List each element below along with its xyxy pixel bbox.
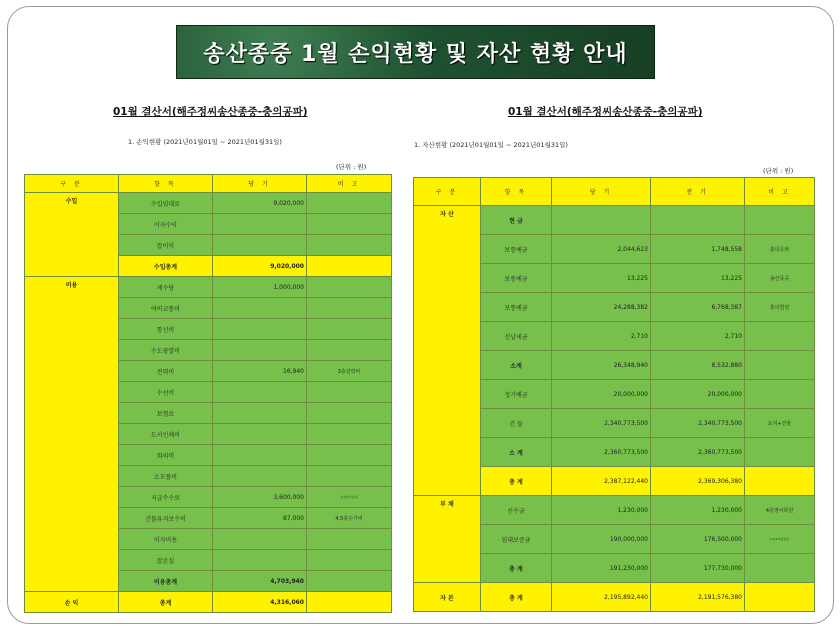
table-row	[25, 277, 392, 298]
row-note	[307, 571, 392, 592]
row-current	[552, 206, 651, 235]
row-note	[745, 380, 815, 409]
row-note	[307, 382, 392, 403]
row-item: 건물유지보수비	[119, 508, 213, 529]
row-item: 선납세금	[481, 322, 552, 351]
row-item: 총계	[119, 592, 213, 613]
left-section-subtitle: 1. 손익현황 (2021년01월01일 ~ 2021년01월31일)	[128, 138, 282, 146]
row-current	[213, 382, 307, 403]
row-current: 1,000,000	[213, 277, 307, 298]
row-item: 잡이익	[119, 235, 213, 256]
right-unit-label: (단위 : 원)	[763, 167, 794, 175]
row-previous: 177,730,000	[651, 554, 745, 583]
row-item: 총 계	[481, 583, 552, 612]
row-item: 이자수익	[119, 214, 213, 235]
row-current	[213, 466, 307, 487]
row-item: 선수금	[481, 496, 552, 525]
row-item: 총 계	[481, 554, 552, 583]
right-section-title: 01월 결산서(해주정씨송산종중-충의공파)	[508, 106, 703, 118]
row-item: 현 금	[481, 206, 552, 235]
row-note	[307, 235, 392, 256]
row-note	[745, 351, 815, 380]
row-item: 도서인쇄비	[119, 424, 213, 445]
left-section-title: 01월 결산서(해주정씨송산종중-충의공파)	[113, 106, 308, 118]
row-note	[745, 554, 815, 583]
row-item: 통신비	[119, 319, 213, 340]
header-note: 비 고	[745, 178, 815, 206]
row-note: 송산종중	[745, 264, 815, 293]
row-current	[213, 403, 307, 424]
header-item: 항 목	[481, 178, 552, 206]
row-current: 4,703,940	[213, 571, 307, 592]
table-header-row	[25, 175, 392, 193]
row-current: 9,020,000	[213, 193, 307, 214]
row-current: 2,044,623	[552, 235, 651, 264]
row-note: 3층전력비	[307, 361, 392, 382]
row-item: 보통예금	[481, 235, 552, 264]
right-section-subtitle: 1. 자산현황 (2021년01월01일 ~ 2021년01월31일)	[414, 141, 568, 149]
row-note: 1,2,4,5층보증	[745, 525, 815, 554]
page-title: 송산종중 1월 손익현황 및 자산 현황 안내	[176, 25, 655, 79]
row-item: 비용총계	[119, 571, 213, 592]
row-note	[307, 193, 392, 214]
row-previous: 8,532,880	[651, 351, 745, 380]
row-item: 소계	[481, 351, 552, 380]
header-item: 항 목	[119, 175, 213, 193]
row-current: 13,225	[552, 264, 651, 293]
row-note	[307, 298, 392, 319]
row-current	[213, 529, 307, 550]
row-previous: 2,191,576,380	[651, 583, 745, 612]
row-item: 수선비	[119, 382, 213, 403]
row-item: 여비교통비	[119, 298, 213, 319]
row-note	[307, 277, 392, 298]
table-row	[25, 193, 392, 214]
row-item: 수입임대료	[119, 193, 213, 214]
row-note	[745, 206, 815, 235]
row-current: 1,230,000	[552, 496, 651, 525]
profit-row	[25, 592, 392, 613]
row-current	[213, 340, 307, 361]
row-note	[307, 319, 392, 340]
header-previous: 전 기	[651, 178, 745, 206]
row-note: 충의공파	[745, 235, 815, 264]
row-note	[307, 466, 392, 487]
row-current: 2,195,892,440	[552, 583, 651, 612]
row-item: 보통예금	[481, 293, 552, 322]
row-item: 보험료	[119, 403, 213, 424]
table-row	[414, 496, 815, 525]
asset-status-table	[413, 177, 815, 612]
row-current: 20,000,000	[552, 380, 651, 409]
row-previous: 2,710	[651, 322, 745, 351]
row-note	[307, 550, 392, 571]
row-current: 191,230,000	[552, 554, 651, 583]
row-item: 소모품비	[119, 466, 213, 487]
row-note	[307, 445, 392, 466]
row-previous: 176,500,000	[651, 525, 745, 554]
row-note	[307, 256, 392, 277]
row-note	[307, 403, 392, 424]
row-previous: 1,230,000	[651, 496, 745, 525]
row-previous: 1,748,558	[651, 235, 745, 264]
header-category: 구 분	[414, 178, 481, 206]
row-note: 토지+건물	[745, 409, 815, 438]
row-item: 건 물	[481, 409, 552, 438]
row-note	[745, 438, 815, 467]
row-current: 2,710	[552, 322, 651, 351]
left-unit-label: (단위 : 원)	[336, 163, 367, 171]
row-current: 4,316,060	[213, 592, 307, 613]
row-note	[307, 214, 392, 235]
row-previous: 20,000,000	[651, 380, 745, 409]
header-category: 구 분	[25, 175, 119, 193]
row-previous: 13,225	[651, 264, 745, 293]
row-current: 2,387,122,440	[552, 467, 651, 496]
row-note: 조지수수료외	[307, 487, 392, 508]
row-item: 임대보증금	[481, 525, 552, 554]
row-current	[213, 424, 307, 445]
row-current	[213, 214, 307, 235]
row-current: 9,020,000	[213, 256, 307, 277]
row-note: 4,5층수기비	[307, 508, 392, 529]
row-current	[213, 235, 307, 256]
row-current	[213, 445, 307, 466]
row-current: 16,940	[213, 361, 307, 382]
row-current: 2,340,773,500	[552, 409, 651, 438]
category-expense: 비용	[25, 277, 119, 592]
row-item: 총 계	[481, 467, 552, 496]
row-previous: 2,340,773,500	[651, 409, 745, 438]
row-current: 87,000	[213, 508, 307, 529]
row-current: 24,288,382	[552, 293, 651, 322]
table-row	[414, 206, 815, 235]
category-assets: 자 산	[414, 206, 481, 496]
row-current: 2,360,773,500	[552, 438, 651, 467]
row-item: 수입총계	[119, 256, 213, 277]
row-item: 지급수수료	[119, 487, 213, 508]
category-equity: 자 본	[414, 583, 481, 612]
row-previous	[651, 206, 745, 235]
row-current	[213, 550, 307, 571]
header-current: 당 기	[213, 175, 307, 193]
row-current: 190,000,000	[552, 525, 651, 554]
row-current	[213, 319, 307, 340]
row-item: 이자비용	[119, 529, 213, 550]
row-previous: 2,369,306,380	[651, 467, 745, 496]
row-previous: 6,768,387	[651, 293, 745, 322]
row-note	[745, 322, 815, 351]
row-note	[307, 529, 392, 550]
header-current: 당 기	[552, 178, 651, 206]
row-item: 전력비	[119, 361, 213, 382]
equity-row	[414, 583, 815, 612]
row-note	[745, 583, 815, 612]
category-profit: 손 익	[25, 592, 119, 613]
row-previous: 2,360,773,500	[651, 438, 745, 467]
category-income: 수입	[25, 193, 119, 277]
row-current: 26,348,940	[552, 351, 651, 380]
row-current: 3,600,000	[213, 487, 307, 508]
row-note	[745, 467, 815, 496]
income-statement-table	[24, 174, 392, 613]
table-header-row	[414, 178, 815, 206]
row-item: 소 계	[481, 438, 552, 467]
category-liabilities: 부 채	[414, 496, 481, 583]
row-note	[307, 424, 392, 445]
row-item: 회의비	[119, 445, 213, 466]
row-note	[307, 592, 392, 613]
row-note: 4층영어학원	[745, 496, 815, 525]
row-item: 정기예금	[481, 380, 552, 409]
row-item: 제수당	[119, 277, 213, 298]
row-item: 잡손실	[119, 550, 213, 571]
row-note	[307, 340, 392, 361]
header-note: 비 고	[307, 175, 392, 193]
row-note: 충의빌딩	[745, 293, 815, 322]
row-item: 보통예금	[481, 264, 552, 293]
row-current	[213, 298, 307, 319]
row-item: 수도광열비	[119, 340, 213, 361]
